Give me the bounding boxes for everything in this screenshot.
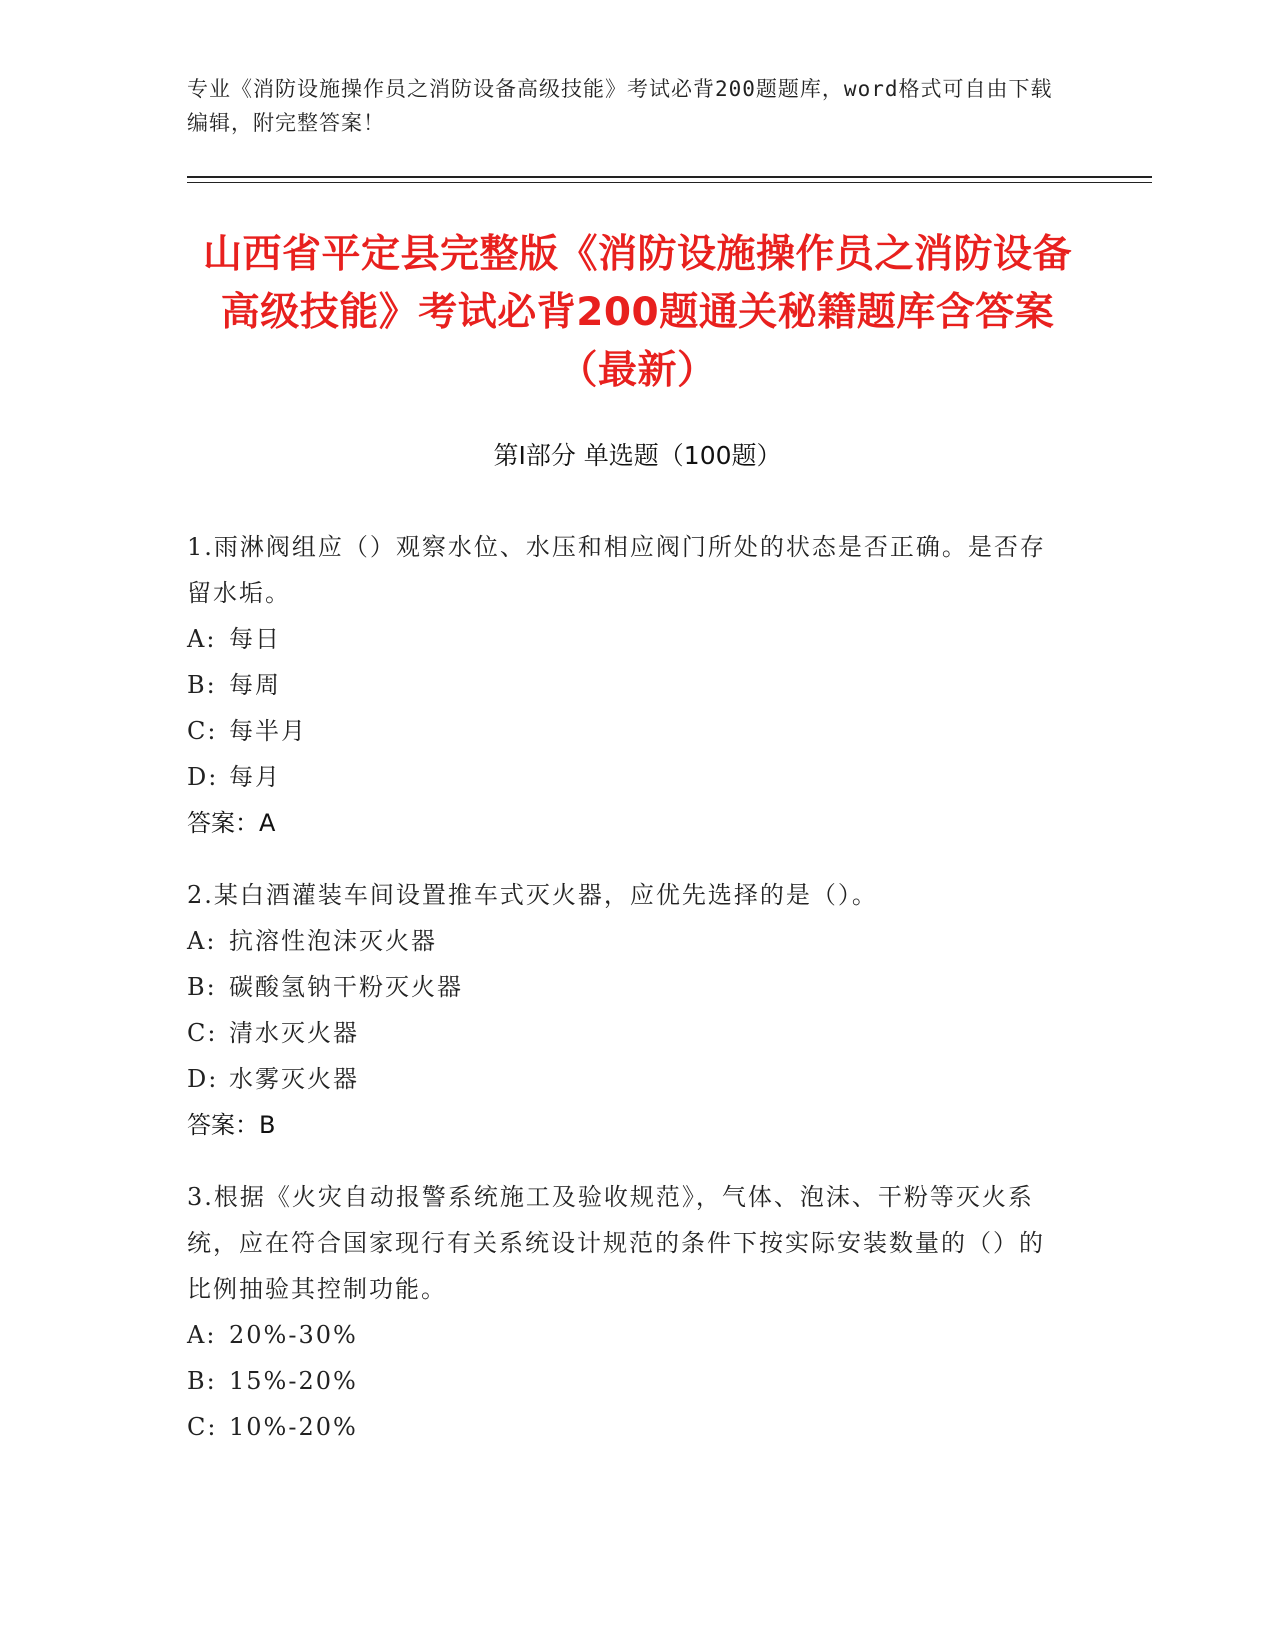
option-key: B: [187, 973, 217, 1001]
option-c [187, 1010, 1067, 1056]
option-key: C: [187, 1413, 218, 1441]
option-text: 每月 [229, 763, 281, 791]
header-divider-thick [187, 176, 1152, 178]
answer: 答案：A [187, 809, 276, 837]
option-key: C: [187, 717, 218, 745]
document-title: 山西省平定县完整版《消防设施操作员之消防设备高级技能》考试必背200题通关秘籍题库含答案（最新） [202, 232, 1072, 393]
option-c [187, 708, 1067, 754]
question-stem: 1.雨淋阀组应（）观察水位、水压和相应阀门所处的状态是否正确。是否存留水垢。 [187, 533, 1046, 607]
option-key: B: [187, 1367, 217, 1395]
question-1 [187, 524, 1067, 846]
option-text: 碳酸氢钠干粉灭火器 [229, 973, 463, 1001]
option-key: A: [187, 625, 217, 653]
option-d [187, 1056, 1067, 1102]
option-key: D: [187, 1065, 219, 1093]
option-d [187, 754, 1067, 800]
option-c [187, 1404, 1067, 1450]
option-text: 清水灭火器 [229, 1019, 359, 1047]
option-text: 水雾灭火器 [229, 1065, 359, 1093]
answer: 答案：B [187, 1111, 276, 1139]
question-3 [187, 1174, 1067, 1450]
option-text: 15%-20% [229, 1367, 358, 1395]
option-key: D: [187, 763, 219, 791]
option-a [187, 616, 1067, 662]
option-b [187, 662, 1067, 708]
header-divider-thin [187, 182, 1152, 183]
option-b [187, 964, 1067, 1010]
option-text: 10%-20% [229, 1413, 358, 1441]
option-b [187, 1358, 1067, 1404]
question-stem: 2.某白酒灌装车间设置推车式灭火器，应优先选择的是（）。 [187, 881, 878, 909]
option-text: 抗溶性泡沫灭火器 [229, 927, 437, 955]
question-stem: 3.根据《火灾自动报警系统施工及验收规范》，气体、泡沫、干粉等灭火系统，应在符合国家现行有关系统设计规范的条件下按实际安装数量的（）的比例抽验其控制功能。 [187, 1183, 1045, 1303]
option-key: A: [187, 1321, 217, 1349]
option-text: 每日 [229, 625, 281, 653]
option-text: 20%-30% [229, 1321, 358, 1349]
question-2 [187, 872, 1067, 1148]
option-text: 每周 [229, 671, 281, 699]
section-title: 第Ⅰ部分 单选题（100题） [493, 441, 782, 470]
question-list [187, 524, 1067, 1476]
header-note: 专业《消防设施操作员之消防设备高级技能》考试必背200题题库，word格式可自由下载编辑，附完整答案！ [187, 77, 1053, 135]
option-a [187, 918, 1067, 964]
option-a [187, 1312, 1067, 1358]
option-text: 每半月 [229, 717, 307, 745]
option-key: B: [187, 671, 217, 699]
option-key: A: [187, 927, 217, 955]
option-key: C: [187, 1019, 218, 1047]
